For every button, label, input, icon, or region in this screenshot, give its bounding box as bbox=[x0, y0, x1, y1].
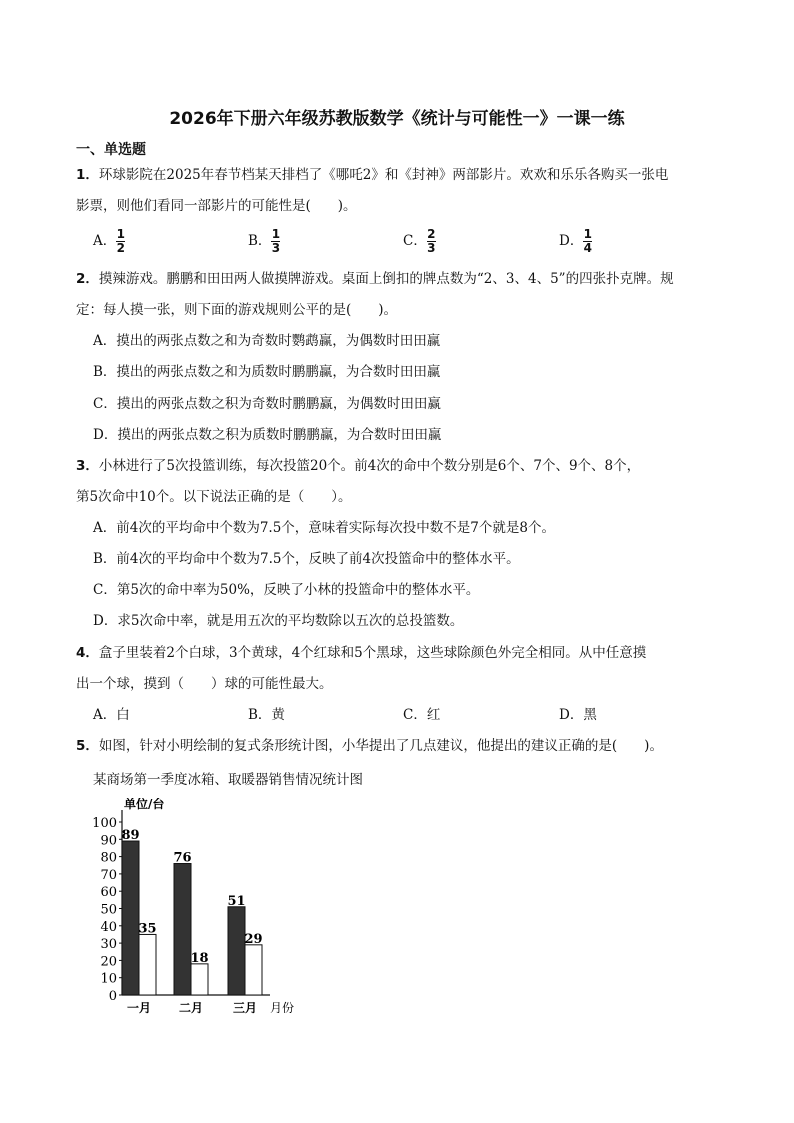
y-tick-label: 40 bbox=[100, 919, 117, 935]
y-tick-label: 20 bbox=[100, 954, 117, 970]
page-title: 2026年下册六年级苏教版数学《统计与可能性一》一课一练 bbox=[169, 109, 625, 129]
option-label: B． bbox=[248, 233, 272, 249]
fraction bbox=[271, 228, 280, 255]
question-2-text-1: 摸辣游戏。鹏鹏和田田两人做摸牌游戏。桌面上倒扣的牌点数为“2、3、4、5”的四张扑克牌。规 bbox=[98, 271, 674, 287]
question-2-line-1 bbox=[76, 270, 674, 288]
denominator: 3 bbox=[271, 241, 281, 255]
denominator: 3 bbox=[427, 241, 436, 255]
denominator: 2 bbox=[116, 241, 125, 255]
question-3-number: 3． bbox=[76, 458, 99, 474]
question-1-line-1 bbox=[76, 166, 668, 184]
question-1-number: 1． bbox=[76, 167, 99, 183]
numerator: 1 bbox=[116, 227, 125, 241]
numerator: 2 bbox=[427, 227, 436, 241]
option-label: C． bbox=[403, 233, 427, 249]
category-label: 二月 bbox=[178, 1001, 204, 1015]
bar-chart bbox=[70, 798, 330, 1020]
bar bbox=[191, 964, 208, 995]
question-4-line-2: 出一个球，摸到（ ）球的可能性最大。 bbox=[76, 676, 333, 692]
question-4-option-b: B．黄 bbox=[248, 707, 285, 723]
fraction bbox=[116, 228, 125, 255]
question-2-option-a: A．摸出的两张点数之和为奇数时鹦鹉赢，为偶数时田田赢 bbox=[93, 333, 441, 349]
question-1-text-1: 环球影院在2025年春节档某天排档了《哪吒2》和《封神》两部影片。欢欢和乐乐各购买一张电 bbox=[98, 167, 669, 183]
question-2-number: 2． bbox=[76, 271, 99, 287]
question-4-option-a: A．白 bbox=[93, 707, 130, 723]
question-1-line-2: 影票，则他们看同一部影片的可能性是( )。 bbox=[76, 198, 357, 214]
option-label: D． bbox=[559, 233, 584, 249]
data-label: 51 bbox=[227, 893, 246, 909]
bar bbox=[174, 864, 191, 995]
question-3-text-1: 小林进行了5次投篮训练，每次投篮20个。前4次的命中个数分别是6个、7个、9个、8个， bbox=[98, 458, 641, 474]
category-label: 三月 bbox=[232, 1001, 258, 1015]
chart-title: 某商场第一季度冰箱、取暖器销售情况统计图 bbox=[93, 772, 363, 788]
data-label: 29 bbox=[244, 931, 263, 947]
question-2-option-c: C．摸出的两张点数之积为奇数时鹏鹏赢，为偶数时田田赢 bbox=[93, 396, 441, 412]
y-tick-label: 50 bbox=[100, 902, 117, 918]
y-tick-label: 60 bbox=[100, 885, 117, 901]
numerator: 1 bbox=[271, 227, 281, 241]
x-axis-unit-label: 月份 bbox=[270, 1001, 295, 1015]
data-label: 76 bbox=[173, 850, 192, 866]
question-4-option-d: D．黑 bbox=[559, 707, 597, 723]
denominator: 4 bbox=[583, 241, 592, 255]
question-5-line-1 bbox=[76, 737, 663, 755]
bar bbox=[245, 945, 262, 995]
question-5-number: 5． bbox=[76, 738, 99, 754]
y-tick-label: 10 bbox=[100, 971, 117, 987]
question-3-option-a: A．前4次的平均命中个数为7.5个，意味着实际每次投中数不是7个就是8个。 bbox=[93, 520, 555, 536]
question-5-text-1: 如图，针对小明绘制的复式条形统计图，小华提出了几点建议，他提出的建议正确的是( )。 bbox=[98, 738, 663, 754]
bar bbox=[139, 934, 156, 995]
category-label: 一月 bbox=[126, 1001, 152, 1015]
question-3-option-c: C．第5次的命中率为50%，反映了小林的投篮命中的整体水平。 bbox=[93, 582, 480, 598]
y-tick-label: 0 bbox=[108, 989, 117, 1004]
question-4-number: 4． bbox=[76, 645, 99, 661]
fraction bbox=[427, 228, 436, 255]
bar bbox=[228, 907, 245, 995]
option-d bbox=[559, 228, 592, 255]
option-a bbox=[93, 228, 125, 255]
question-2-line-2: 定：每人摸一张，则下面的游戏规则公平的是( )。 bbox=[76, 302, 398, 318]
question-4-option-c: C．红 bbox=[403, 707, 441, 723]
question-4-line-1 bbox=[76, 644, 646, 662]
y-tick-label: 80 bbox=[100, 850, 117, 866]
y-axis-unit-label: 单位/台 bbox=[124, 798, 165, 811]
bar bbox=[122, 841, 139, 995]
numerator: 1 bbox=[583, 227, 592, 241]
data-label: 89 bbox=[121, 828, 140, 844]
question-2-option-b: B．摸出的两张点数之和为质数时鹏鹏赢，为合数时田田赢 bbox=[93, 364, 441, 380]
data-label: 35 bbox=[138, 921, 157, 937]
question-3-line-2: 第5次命中10个。以下说法正确的是（ ）。 bbox=[76, 489, 352, 505]
y-tick-label: 30 bbox=[100, 937, 117, 953]
question-2-option-d: D．摸出的两张点数之积为质数时鹏鹏赢，为合数时田田赢 bbox=[93, 427, 442, 443]
question-3-option-b: B．前4次的平均命中个数为7.5个，反映了前4次投篮命中的整体水平。 bbox=[93, 551, 520, 567]
section-heading: 一、单选题 bbox=[76, 142, 146, 158]
option-label: A． bbox=[93, 233, 117, 249]
question-4-text-1: 盒子里装着2个白球，3个黄球，4个红球和5个黑球，这些球除颜色外完全相同。从中任意摸 bbox=[98, 645, 647, 661]
question-3-option-d: D．求5次命中率，就是用五次的平均数除以五次的总投篮数。 bbox=[93, 613, 464, 629]
option-b bbox=[248, 228, 280, 255]
y-tick-label: 90 bbox=[100, 833, 117, 849]
option-c bbox=[403, 228, 436, 255]
fraction bbox=[583, 228, 592, 255]
y-tick-label: 100 bbox=[92, 816, 117, 831]
question-3-line-1 bbox=[76, 457, 640, 475]
y-tick-label: 70 bbox=[100, 867, 117, 883]
data-label: 18 bbox=[190, 950, 209, 966]
